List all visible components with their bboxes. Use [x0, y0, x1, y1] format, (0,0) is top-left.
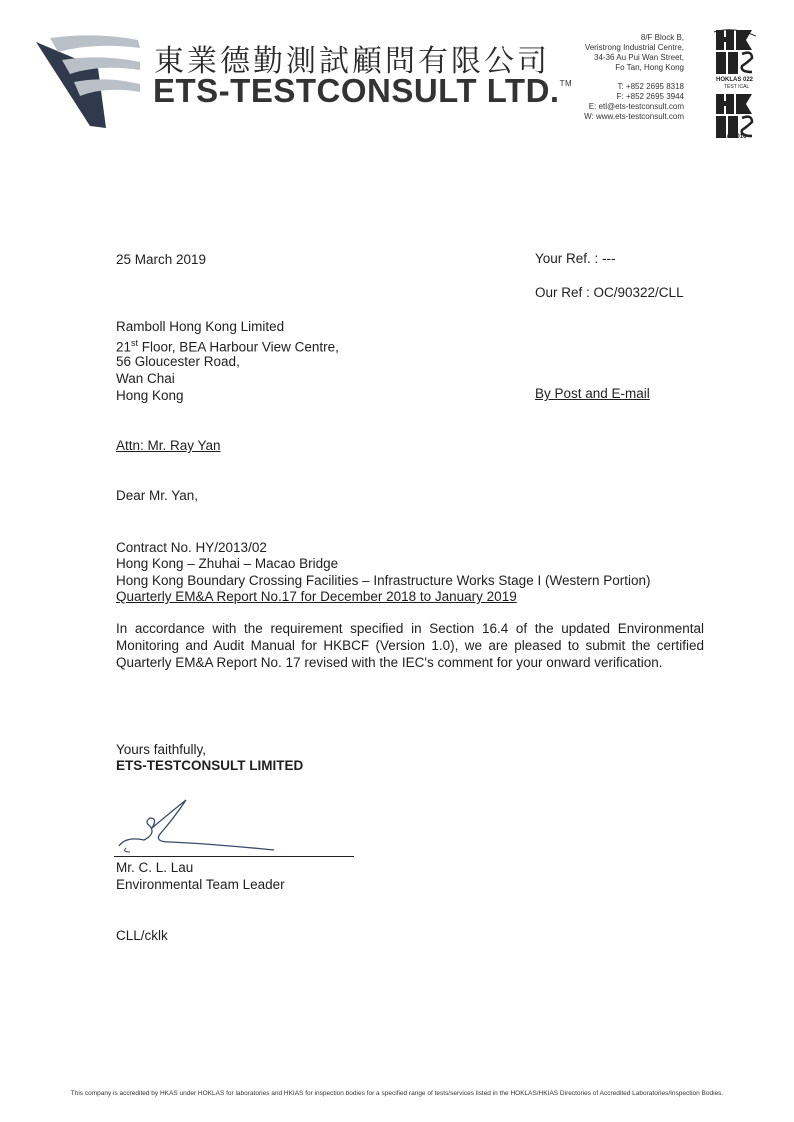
our-reference: Our Ref : OC/90322/CLL: [535, 285, 684, 300]
address-line: Fo Tan, Hong Kong: [615, 63, 684, 72]
hoklas-label: HOKLAS 022: [716, 77, 754, 83]
address-line: 8/F Block B,: [640, 33, 684, 42]
works-description: Hong Kong Boundary Crossing Facilities – Infrastructure Works Stage I (Western Portion): [116, 573, 651, 588]
signer-name: Mr. C. L. Lau: [116, 860, 194, 875]
project-name: Hong Kong – Zhuhai – Macao Bridge: [116, 556, 339, 571]
address-line: Veristrong Industrial Centre,: [584, 43, 684, 52]
complimentary-close: Yours faithfully,: [116, 742, 207, 757]
salutation: Dear Mr. Yan,: [116, 488, 199, 503]
signature-image: [114, 796, 284, 858]
letter-date: 25 March 2019: [116, 252, 207, 267]
company-logo-icon: [36, 30, 146, 130]
signer-title: Environmental Team Leader: [116, 877, 285, 892]
company-name-chinese: 東業德勤測試顧問有限公司: [154, 44, 550, 79]
closing-company: ETS-TESTCONSULT LIMITED: [116, 758, 304, 773]
contract-number: Contract No. HY/2013/02: [116, 540, 267, 555]
hkias-label: HKIAS 016: [716, 134, 747, 140]
attention-line: Attn: Mr. Ray Yan: [116, 438, 221, 453]
recipient-district: Wan Chai: [116, 371, 175, 386]
signature-line: [114, 856, 354, 857]
hkas-hoklas-badge-icon: [712, 28, 756, 78]
recipient-city: Hong Kong: [116, 388, 184, 403]
your-reference: Your Ref. : ---: [535, 251, 616, 266]
hoklas-sublabel: TEST ICAL: [724, 84, 750, 90]
recipient-name: Ramboll Hong Kong Limited: [116, 319, 285, 334]
website: W: www.ets-testconsult.com: [584, 112, 684, 121]
recipient-floor: 21st Floor, BEA Harbour View Centre,: [116, 338, 339, 355]
reference-initials: CLL/cklk: [116, 928, 168, 943]
report-title: Quarterly EM&A Report No.17 for December 2018 to January 2019: [116, 589, 517, 604]
recipient-street: 56 Gloucester Road,: [116, 354, 240, 369]
address-line: 34-36 Au Pui Wan Street,: [594, 53, 684, 62]
accreditation-footer: This company is accredited by HKAS under HOKLAS for laboratories and HKIAS for inspection bodies for a specified range of tests/services listed in the HOKLAS/HKIAS Directories of Accredited Laboratories/Inspection Bodies.: [70, 1090, 724, 1097]
delivery-method: By Post and E-mail: [535, 386, 650, 401]
email: E: etl@ets-testconsult.com: [588, 102, 684, 111]
company-name-english: ETS-TESTCONSULT LTD.™: [153, 72, 573, 109]
fax: F: +852 2695 3944: [616, 92, 684, 101]
phone: T: +852 2695 8318: [617, 82, 684, 91]
body-paragraph: In accordance with the requirement specified in Section 16.4 of the updated Environmental Monitoring and Audit Manual for HKBCF (Version 1.0), we are pleased to submit the certified Quarterly EM&A Report No. 17 revised with the IEC's comment for your onward verification.: [116, 621, 704, 670]
